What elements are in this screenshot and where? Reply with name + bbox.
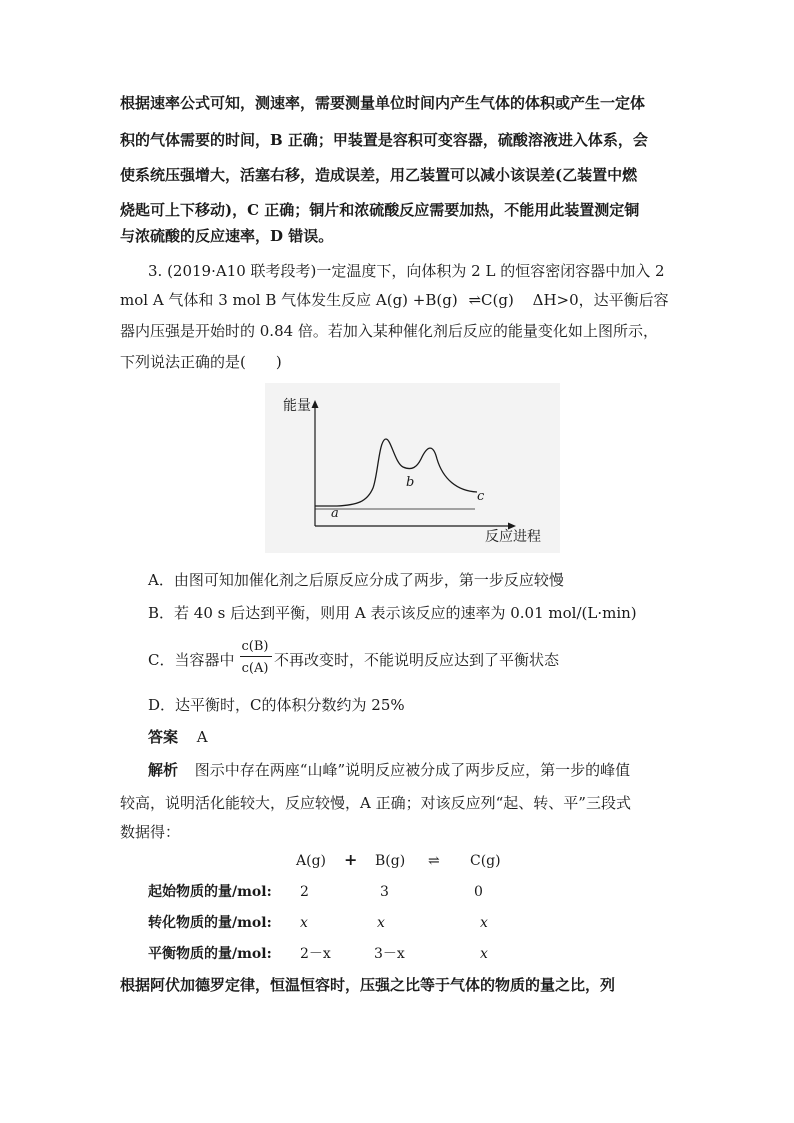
analysis-text-1: 图示中存在两座“山峰”说明反应被分成了两步反应，第一步的峰值 bbox=[194, 761, 631, 779]
option-b: B．若 40 s 后达到平衡，则用 A 表示该反应的速率为 0.01 mol/(L·min) bbox=[148, 604, 637, 622]
table-cell: 0 bbox=[474, 884, 483, 900]
option-c-suffix: 不再改变时，不能说明反应达到了平衡状态 bbox=[274, 651, 560, 669]
table-cell: x bbox=[377, 915, 385, 931]
table-cell: 2－x bbox=[300, 946, 331, 962]
table-header-a: A(g) bbox=[296, 853, 326, 869]
intro-line-3: 使系统压强增大，活塞右移，造成误差，用乙装置可以减小该误差(乙装置中燃 bbox=[120, 166, 638, 184]
table-header-b: B(g) bbox=[375, 853, 406, 869]
equilibrium-arrow-icon: ⇌ bbox=[428, 853, 440, 869]
intro-line-4: 烧匙可上下移动)，C 正确；铜片和浓硫酸反应需要加热，不能用此装置测定铜 bbox=[120, 201, 640, 219]
table-header-plus: + bbox=[344, 850, 358, 869]
question-line-2-a: mol A 气体和 3 mol B 气体发生反应 A(g) +B(g) bbox=[120, 291, 458, 309]
fraction-bar bbox=[240, 656, 272, 657]
analysis-line-1 bbox=[148, 760, 630, 780]
question-line-4: 下列说法正确的是( ) bbox=[120, 353, 282, 371]
point-a-label: a bbox=[331, 506, 339, 521]
table-row-label-start: 起始物质的量/mol: bbox=[148, 884, 272, 900]
table-row-label-change: 转化物质的量/mol: bbox=[148, 915, 272, 931]
question-line-1: 3. (2019·A10 联考段考)一定温度下，向体积为 2 L 的恒容密闭容器中加入 2 bbox=[148, 262, 665, 280]
equilibrium-arrow-icon: ⇌ bbox=[468, 291, 482, 309]
question-line-2 bbox=[120, 290, 669, 310]
table-cell: x bbox=[480, 946, 488, 962]
table-row-label-equilibrium: 平衡物质的量/mol: bbox=[148, 946, 272, 962]
question-line-2-c: ΔH>0，达平衡后容 bbox=[532, 291, 669, 309]
final-line: 根据阿伏加德罗定律，恒温恒容时，压强之比等于气体的物质的量之比，列 bbox=[120, 976, 616, 994]
intro-line-1: 根据速率公式可知，测速率，需要测量单位时间内产生气体的体积或产生一定体 bbox=[120, 94, 646, 112]
question-line-2-b: C(g) bbox=[481, 291, 514, 309]
point-c-label: c bbox=[477, 489, 485, 504]
table-cell: x bbox=[480, 915, 488, 931]
analysis-label: 解析 bbox=[148, 761, 179, 779]
question-line-3: 器内压强是开始时的 0.84 倍。若加入某种催化剂后反应的能量变化如上图所示， bbox=[120, 322, 658, 340]
table-cell: 3 bbox=[380, 884, 389, 900]
analysis-line-3: 数据得： bbox=[120, 823, 181, 841]
intro-line-2: 积的气体需要的时间，B 正确；甲装置是容积可变容器，硫酸溶液进入体系，会 bbox=[120, 131, 648, 149]
option-c-prefix: C．当容器中 bbox=[148, 651, 235, 669]
fraction-denominator: c(A) bbox=[241, 661, 269, 676]
option-d: D．达平衡时，C的体积分数约为 25% bbox=[148, 696, 405, 714]
intro-line-5: 与浓硫酸的反应速率，D 错误。 bbox=[120, 227, 334, 245]
energy-diagram bbox=[265, 383, 560, 553]
table-cell: 3－x bbox=[374, 946, 405, 962]
table-cell: x bbox=[300, 915, 308, 931]
point-b-label: b bbox=[406, 475, 415, 490]
answer-label: 答案 bbox=[148, 728, 179, 746]
x-axis-label: 反应进程 bbox=[485, 529, 541, 545]
y-axis-label: 能量 bbox=[283, 398, 311, 414]
answer-row bbox=[148, 727, 208, 747]
table-cell: 2 bbox=[300, 884, 309, 900]
table-header-c: C(g) bbox=[470, 853, 501, 869]
answer-value: A bbox=[196, 728, 208, 746]
option-a: A．由图可知加催化剂之后原反应分成了两步，第一步反应较慢 bbox=[148, 571, 564, 589]
fraction-numerator: c(B) bbox=[241, 639, 269, 654]
analysis-line-2: 较高，说明活化能较大，反应较慢，A 正确；对该反应列“起、转、平”三段式 bbox=[120, 794, 631, 812]
